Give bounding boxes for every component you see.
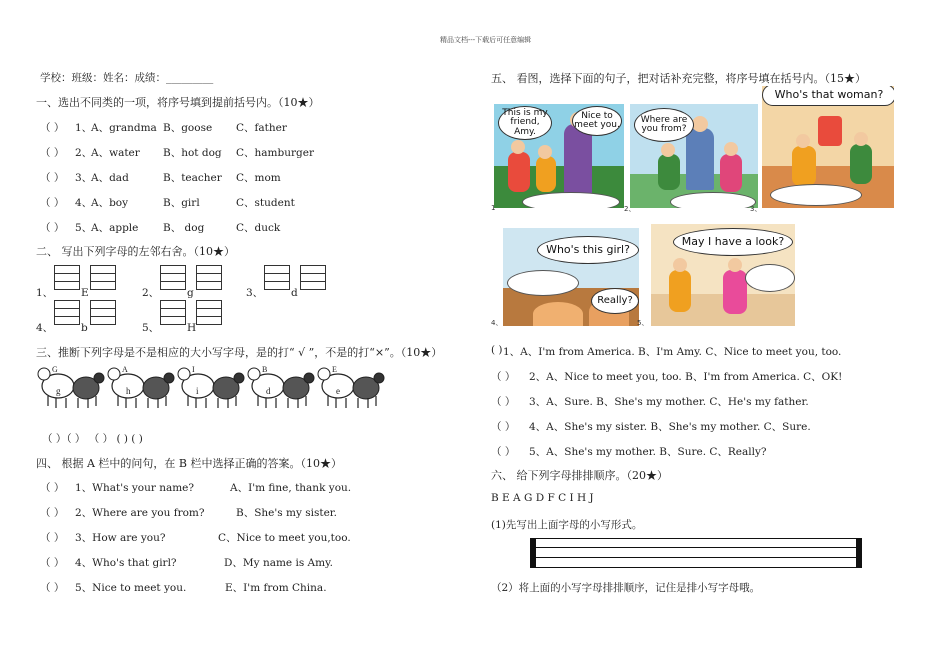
picture-1-blank — [522, 192, 620, 208]
left-neighbor-grid[interactable] — [160, 300, 186, 325]
answer-option: E、I'm from China. — [225, 582, 327, 594]
sheep-pair — [248, 365, 314, 408]
picture-4-blank — [507, 270, 579, 296]
dialogue-options: 3、A、Sure. B、She's my mother. C、He's my father. — [529, 396, 809, 408]
section3-title: 三、推断下列字母是不是相应的大小写字母，是的打“ √ ”，不是的打“×”。（10★） — [36, 346, 443, 359]
white-sheep-head — [178, 368, 190, 380]
section3-answer-line: （ ）（ ） （ ） ( ) ( ) — [42, 433, 143, 445]
picture-3 — [762, 86, 894, 208]
white-sheep-head — [108, 368, 120, 380]
lower-letter: d — [266, 386, 271, 396]
grid-item-number: 4、 — [36, 322, 54, 334]
option-b: B、 dog — [163, 222, 205, 234]
given-letter: E — [81, 287, 89, 299]
answer-option: B、She's my sister. — [236, 507, 337, 519]
option-a: A、dad — [91, 172, 129, 184]
picture-5 — [651, 224, 795, 326]
grid-item-number: 1、 — [36, 287, 54, 299]
black-sheep-head — [304, 373, 314, 383]
answer-paren[interactable]: （ ） — [40, 482, 65, 494]
section6-title: 六、 给下列字母排排顺序。（20★） — [491, 469, 668, 482]
question-number: 3、 — [75, 172, 93, 184]
upper-letter: G — [52, 365, 58, 374]
picture-4-number: 4、 — [491, 319, 503, 327]
question-text: 1、What's your name? — [75, 482, 195, 494]
right-neighbor-grid[interactable] — [300, 265, 326, 290]
option-c: C、duck — [236, 222, 281, 234]
white-sheep-head — [38, 368, 50, 380]
given-letter: b — [81, 322, 88, 334]
option-a: A、apple — [91, 222, 139, 234]
black-sheep-head — [164, 373, 174, 383]
question-number: 4、 — [75, 197, 93, 209]
dialogue-options: 4、A、She's my sister. B、She's my mother. C、Sure. — [529, 421, 811, 433]
answer-paren[interactable]: （ ） — [491, 371, 516, 383]
option-a: A、grandma — [91, 122, 157, 134]
answer-paren[interactable]: （ ） — [40, 197, 65, 209]
section6-sub1: (1)先写出上面字母的小写形式。 — [491, 519, 643, 531]
answer-option: D、My name is Amy. — [224, 557, 333, 569]
sheep-pair — [108, 365, 174, 408]
left-neighbor-grid[interactable] — [160, 265, 186, 290]
answer-paren[interactable]: （ ） — [40, 222, 65, 234]
answer-option: C、Nice to meet you,too. — [218, 532, 351, 544]
picture-4 — [503, 228, 639, 326]
answer-paren[interactable]: （ ） — [40, 532, 65, 544]
sheep-pair — [38, 365, 104, 408]
writing-staff — [530, 538, 862, 568]
section1-title: 一、选出不同类的一项，将序号填到提前括号内。（10★） — [36, 96, 320, 109]
question-text: 4、Who's that girl? — [75, 557, 177, 569]
option-c: C、father — [236, 122, 287, 134]
white-sheep-head — [248, 368, 260, 380]
answer-paren[interactable]: （ ） — [40, 582, 65, 594]
dialogue-options: 2、A、Nice to meet you, too. B、I'm from America. C、OK! — [529, 371, 843, 383]
upper-letter: A — [122, 365, 128, 374]
picture-1-bubble-2: Nice to meet you. — [572, 106, 622, 136]
answer-paren[interactable]: ( ) — [491, 344, 503, 356]
picture-4-bubble-2: Really? — [591, 288, 639, 314]
picture-5-bubble-1: May I have a look? — [673, 228, 793, 256]
student-info-line: 学校：班级：姓名：成绩：_________ — [40, 72, 214, 84]
upper-letter: E — [332, 365, 337, 374]
right-neighbor-grid[interactable] — [90, 265, 116, 290]
dialogue-options: 5、A、She's my mother. B、Sure. C、Really? — [529, 446, 767, 458]
section6-letters: B E A G D F C I H J — [491, 492, 594, 504]
answer-paren[interactable]: （ ） — [40, 122, 65, 134]
picture-1-bubble-1: This is my friend, Amy. — [498, 106, 552, 140]
option-a: A、boy — [91, 197, 129, 209]
question-text: 3、How are you? — [75, 532, 166, 544]
question-number: 2、 — [75, 147, 93, 159]
answer-paren[interactable]: （ ） — [40, 172, 65, 184]
section6-sub2: （2）将上面的小写字母排排顺序，记住是排小写字母哦。 — [491, 582, 761, 594]
page-header: 精品文档---下载后可任意编辑 — [440, 36, 532, 44]
question-text: 5、Nice to meet you. — [75, 582, 187, 594]
right-neighbor-grid[interactable] — [196, 300, 222, 325]
question-number: 1、 — [75, 122, 93, 134]
answer-option: A、I'm fine, thank you. — [230, 482, 352, 494]
grid-item-number: 3、 — [246, 287, 264, 299]
option-c: C、hamburger — [236, 147, 314, 159]
answer-paren[interactable]: （ ） — [40, 507, 65, 519]
upper-letter: B — [262, 365, 268, 374]
picture-3-number: 3、 — [750, 205, 762, 213]
picture-2 — [630, 104, 758, 208]
given-letter: g — [187, 287, 194, 299]
picture-2-bubble-1: Where are you from? — [634, 108, 694, 142]
picture-5-blank — [745, 264, 795, 292]
section5-title: 五、 看图，选择下面的句子，把对话补充完整，将序号填在括号内。（15★） — [491, 72, 866, 85]
picture-2-number: 2、 — [624, 205, 636, 213]
grid-item-number: 5、 — [142, 322, 160, 334]
option-b: B、hot dog — [163, 147, 222, 159]
left-neighbor-grid[interactable] — [54, 265, 80, 290]
black-sheep-head — [374, 373, 384, 383]
lower-letter: h — [126, 386, 131, 396]
answer-paren[interactable]: （ ） — [491, 421, 516, 433]
lower-letter: e — [336, 386, 340, 396]
black-sheep-head — [94, 373, 104, 383]
black-sheep-head — [234, 373, 244, 383]
sheep-pair — [318, 365, 384, 408]
white-sheep-head — [318, 368, 330, 380]
option-b: B、teacher — [163, 172, 222, 184]
answer-paren[interactable]: （ ） — [491, 396, 516, 408]
given-letter: H — [187, 322, 197, 334]
dialogue-options: 1、A、I'm from America. B、I'm Amy. C、Nice to meet you, too. — [503, 346, 842, 358]
option-c: C、mom — [236, 172, 281, 184]
picture-1-number: 1 — [491, 204, 496, 212]
left-neighbor-grid[interactable] — [54, 300, 80, 325]
left-neighbor-grid[interactable] — [264, 265, 290, 290]
given-letter: d — [291, 287, 298, 299]
question-text: 2、Where are you from? — [75, 507, 205, 519]
option-b: B、girl — [163, 197, 200, 209]
sheep-pair — [178, 365, 244, 408]
option-c: C、student — [236, 197, 295, 209]
grid-item-number: 2、 — [142, 287, 160, 299]
right-neighbor-grid[interactable] — [90, 300, 116, 325]
right-neighbor-grid[interactable] — [196, 265, 222, 290]
picture-4-bubble-1: Who's this girl? — [537, 236, 639, 264]
picture-5-number: 5、 — [637, 319, 649, 327]
option-a: A、water — [91, 147, 140, 159]
answer-paren[interactable]: （ ） — [491, 446, 516, 458]
option-b: B、goose — [163, 122, 213, 134]
sheep-row — [36, 360, 386, 422]
section2-title: 二、 写出下列字母的左邻右舍。（10★） — [36, 245, 235, 258]
picture-2-blank — [670, 192, 756, 208]
upper-letter: I — [192, 365, 195, 374]
picture-3-bubble-1: Who's that woman? — [762, 86, 894, 106]
answer-paren[interactable]: （ ） — [40, 147, 65, 159]
picture-1 — [494, 104, 624, 208]
question-number: 5、 — [75, 222, 93, 234]
lower-letter: g — [56, 386, 61, 396]
answer-paren[interactable]: （ ） — [40, 557, 65, 569]
lower-letter: i — [196, 386, 199, 396]
section4-title: 四、 根据 A 栏中的问句，在 B 栏中选择正确的答案。（10★） — [36, 457, 343, 470]
picture-3-blank — [770, 184, 862, 206]
